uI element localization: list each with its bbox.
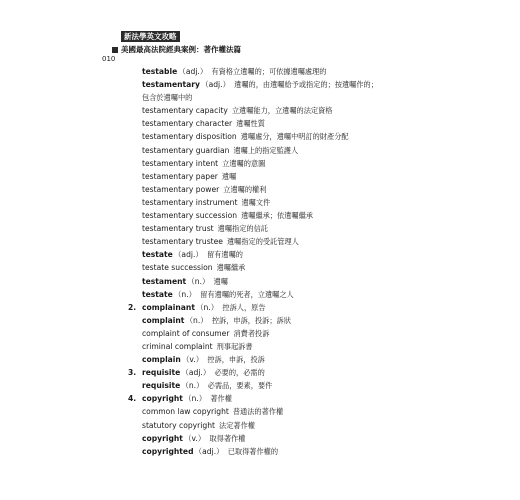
glossary-entry <box>142 405 502 418</box>
entry-definition: 立遺囑能力，立遺囑的法定資格 <box>231 106 333 116</box>
entry-term: testament <box>142 276 187 286</box>
glossary-entry <box>142 288 502 301</box>
entry-part-of-speech: （n.） <box>185 315 208 325</box>
book-title: 美國最高法院經典案例：著作權法篇 <box>121 45 241 54</box>
entry-definition: 控訴，申訴，投訴 <box>207 355 265 365</box>
entry-term: requisite <box>142 368 181 378</box>
glossary-entry <box>142 222 502 235</box>
entry-term: testate <box>142 289 173 299</box>
page-header <box>112 30 241 56</box>
entry-part-of-speech: （adj.） <box>194 446 224 456</box>
entry-definition: 有資格立遺囑的；可依據遺囑處理的 <box>211 67 327 76</box>
entry-term: copyright <box>142 394 183 404</box>
entry-definition: 遺囑上的指定監護人 <box>233 145 299 155</box>
entry-term: testate succession <box>142 263 213 273</box>
entry-number: 3. <box>128 368 137 378</box>
entry-definition: 遺囑指定的信託 <box>217 224 268 234</box>
series-marker <box>112 34 118 40</box>
glossary-entry <box>142 327 502 340</box>
glossary-entry <box>142 170 502 183</box>
entry-definition: 遺囑繼承；依遺囑繼承 <box>241 211 313 221</box>
glossary-entry <box>142 209 502 222</box>
entry-term: testamentary disposition <box>142 132 237 142</box>
entry-term: testamentary guardian <box>142 145 230 155</box>
glossary-entry <box>142 275 502 288</box>
entry-definition: 遺囑的，由遺囑給予或指定的；按遺囑作的； <box>234 80 378 90</box>
entry-term: testamentary trust <box>142 224 214 234</box>
entry-term: testamentary succession <box>142 211 238 221</box>
entry-part-of-speech: （adj.） <box>200 80 231 90</box>
glossary-entry <box>142 117 502 130</box>
entry-part-of-speech: （adj.） <box>181 368 211 378</box>
entry-definition: 刑事起訴書 <box>216 341 253 351</box>
glossary-entry <box>142 65 502 78</box>
entry-term: testamentary instrument <box>142 197 238 207</box>
title-marker <box>112 47 118 53</box>
entry-term: testamentary character <box>142 119 233 129</box>
entry-definition-continuation: 包含於遺囑中的 <box>142 93 193 103</box>
glossary-entry <box>142 261 502 274</box>
entry-definition: 普通法的著作權 <box>232 407 284 417</box>
entry-definition: 遺囑文件 <box>241 197 271 207</box>
glossary-entry <box>142 91 502 104</box>
entry-definition: 遺囑性質 <box>236 119 265 129</box>
entry-term: testamentary paper <box>142 171 218 181</box>
entry-definition: 法定著作權 <box>219 420 255 430</box>
glossary-entry <box>142 196 502 209</box>
entry-number: 2. <box>128 302 137 312</box>
entry-definition: 留有遺囑的 <box>207 250 243 260</box>
entry-definition: 必需品，要素，要件 <box>207 381 273 391</box>
glossary-entry <box>142 353 502 366</box>
glossary-entry <box>142 78 502 91</box>
entry-term: complaint of consumer <box>142 328 230 338</box>
glossary-entry <box>142 130 502 143</box>
entry-definition: 必要的，必需的 <box>214 368 265 378</box>
entry-definition: 遺囑 <box>221 171 237 181</box>
entry-term: testamentary power <box>142 184 220 194</box>
entry-part-of-speech: （n.） <box>181 381 204 391</box>
glossary-entry <box>142 419 502 432</box>
entry-definition: 控訴，申訴，投訴；訴狀 <box>211 315 291 325</box>
book-title-row <box>112 43 241 56</box>
entry-term: complain <box>142 355 181 365</box>
entry-definition: 立遺囑的意圖 <box>222 158 266 168</box>
entry-definition: 遺囑指定的受託管理人 <box>226 237 299 247</box>
entry-definition: 遺囑處分，遺囑中明訂的財產分配 <box>240 132 349 142</box>
entry-term: copyrighted <box>142 446 194 456</box>
glossary-entry <box>142 144 502 157</box>
entry-part-of-speech: （adj.） <box>178 67 208 76</box>
glossary-entry <box>128 301 502 314</box>
entry-definition: 著作權 <box>210 394 232 404</box>
entry-term: criminal complaint <box>142 341 213 351</box>
entry-part-of-speech: （n.） <box>195 302 219 312</box>
entry-definition: 已取得著作權的 <box>227 446 279 456</box>
glossary-entry <box>142 157 502 170</box>
entry-term: testable <box>142 67 178 76</box>
series-row <box>112 30 241 43</box>
entry-term: testamentary capacity <box>142 106 228 116</box>
glossary-entry <box>142 248 502 261</box>
entry-definition: 取得著作權 <box>209 433 246 443</box>
glossary-entry <box>142 183 502 196</box>
glossary-entry <box>142 104 502 117</box>
entry-part-of-speech: （v.） <box>181 355 204 365</box>
entry-number: 4. <box>128 394 137 404</box>
glossary-entry <box>142 445 502 458</box>
entry-term: testamentary trustee <box>142 237 223 247</box>
entry-term: copyright <box>142 433 183 443</box>
entry-definition: 立遺囑的權利 <box>223 184 267 194</box>
glossary-entry <box>142 235 502 248</box>
entry-definition: 遺囑 <box>213 276 228 286</box>
glossary-entry <box>142 379 502 392</box>
glossary-entry <box>128 366 502 379</box>
entry-term: testate <box>142 250 173 260</box>
entry-part-of-speech: （n.） <box>173 289 197 299</box>
page-number: 010 <box>102 55 116 63</box>
glossary-entry <box>142 314 502 327</box>
entry-term: complainant <box>142 302 195 312</box>
glossary-entry <box>142 432 502 445</box>
entry-part-of-speech: （adj.） <box>173 250 204 260</box>
entry-definition: 消費者投訴 <box>233 328 270 338</box>
entry-definition: 遺囑繼承 <box>216 263 246 273</box>
glossary-entry <box>128 392 502 405</box>
entry-part-of-speech: （n.） <box>183 394 207 404</box>
entry-definition: 控訴人，原告 <box>222 302 266 312</box>
entry-term: testamentary intent <box>142 158 219 168</box>
glossary-list <box>128 65 502 458</box>
entry-term: common law copyright <box>142 407 229 417</box>
entry-term: complaint <box>142 315 185 325</box>
glossary-entry <box>142 340 502 353</box>
entry-term: requisite <box>142 381 181 391</box>
series-title: 新法學英文攻略 <box>121 31 180 42</box>
entry-term: testamentary <box>142 80 200 90</box>
entry-part-of-speech: （n.） <box>187 276 210 286</box>
entry-part-of-speech: （v.） <box>183 433 206 443</box>
entry-term: statutory copyright <box>142 420 216 430</box>
entry-definition: 留有遺囑的死者，立遺囑之人 <box>200 289 294 299</box>
